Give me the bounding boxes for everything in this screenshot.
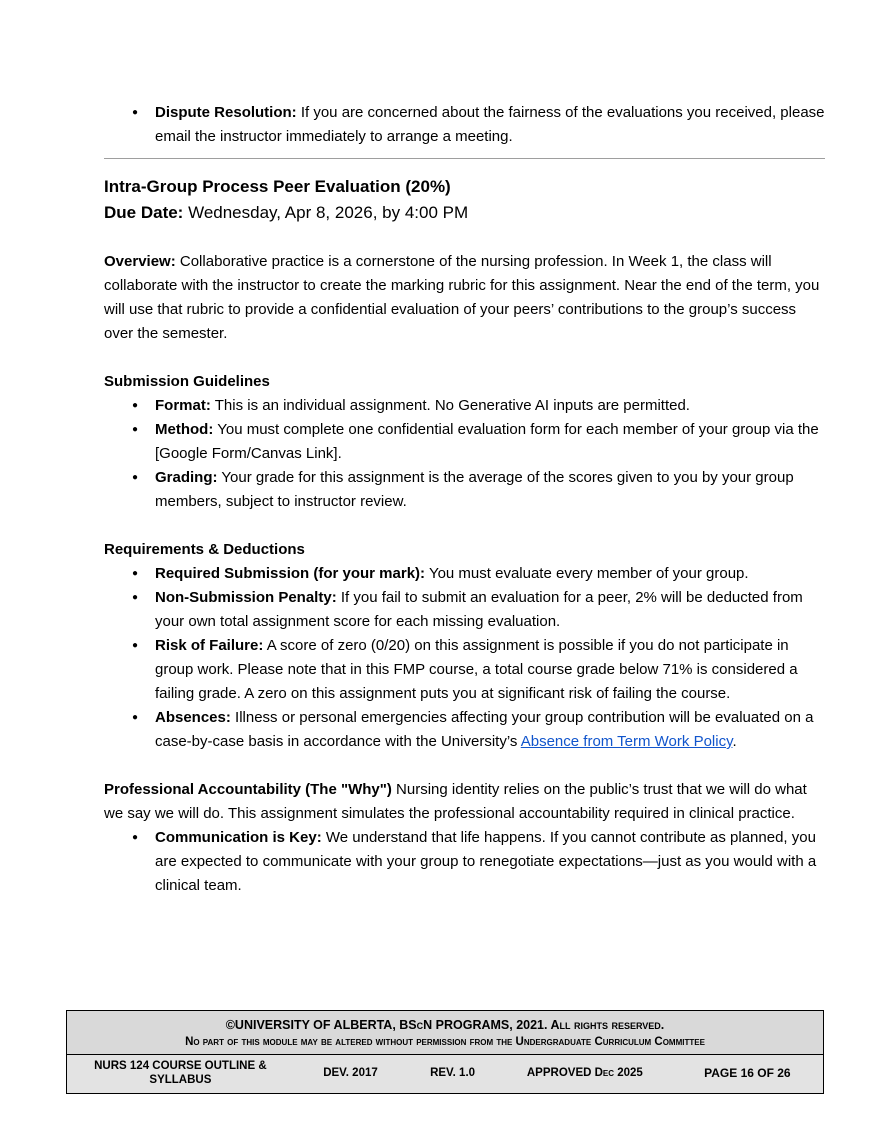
accountability-text: Nursing identity relies on the public’s trust that we will do what we say we will do. This assignment simulates the professional accountability required in clinical practice.	[104, 781, 807, 822]
item-text: If you fail to submit an evaluation for a peer, 2% will be deducted from your own total assignment score for each missing evaluation.	[155, 589, 803, 630]
list-item	[132, 586, 825, 634]
list-item-body	[155, 562, 825, 586]
item-text: You must complete one confidential evaluation form for each member of your group via the [Google Form/Canvas Link].	[155, 421, 819, 462]
dispute-list	[104, 101, 825, 149]
bullet-icon	[132, 826, 155, 898]
due-date-label: Due Date:	[104, 203, 184, 222]
footer-page-cell: PAGE 16 OF 26	[704, 1066, 791, 1080]
bullet-icon	[132, 706, 155, 754]
item-text: Illness or personal emergencies affecting your group contribution will be evaluated on a case-by-case basis in accordance with the University’s	[155, 709, 814, 750]
bullet-icon	[132, 562, 155, 586]
item-text: We understand that life happens. If you cannot contribute as planned, you are expected to communicate with your group to renegotiate expectations—just as you would with a clinical team.	[155, 829, 817, 894]
submission-guidelines-heading: Submission Guidelines	[104, 373, 270, 390]
requirements-list	[104, 562, 825, 754]
overview-label: Overview:	[104, 253, 176, 270]
bullet-icon	[132, 101, 155, 149]
footer-info-row	[67, 1054, 823, 1093]
item-label: Required Submission (for your mark):	[155, 565, 426, 582]
list-item	[132, 562, 825, 586]
list-item	[132, 706, 825, 754]
list-item-body	[155, 706, 825, 754]
footer-dev-cell: DEV. 2017	[323, 1067, 378, 1079]
bullet-icon	[132, 466, 155, 514]
document-content	[104, 101, 825, 898]
bullet-icon	[132, 586, 155, 634]
item-text: A score of zero (0/20) on this assignment is possible if you do not participate in group work. Please note that in this FMP course, a total course grade below 71% is considered a failing grade. A zero on this assignment puts you at significant risk of failing the course.	[155, 637, 798, 702]
list-item-body	[155, 394, 825, 418]
bullet-icon	[132, 418, 155, 466]
item-text: This is an individual assignment. No Generative AI inputs are permitted.	[210, 397, 690, 414]
item-text: You must evaluate every member of your group.	[425, 565, 749, 582]
overview-paragraph	[104, 250, 825, 346]
page-footer	[66, 1010, 824, 1094]
due-date-value: Wednesday, Apr 8, 2026, by 4:00 PM	[183, 203, 469, 222]
list-item	[132, 826, 825, 898]
list-item-body	[155, 634, 825, 706]
copyright-line: ©UNIVERSITY OF ALBERTA, BScN PROGRAMS, 2021. All rights reserved.	[225, 1018, 665, 1032]
list-item	[132, 466, 825, 514]
list-item-body	[155, 418, 825, 466]
item-label: Grading:	[155, 469, 218, 486]
item-text-after: .	[732, 733, 737, 750]
footer-rev-cell: REV. 1.0	[430, 1067, 476, 1079]
list-item	[132, 634, 825, 706]
item-label: Risk of Failure:	[155, 637, 264, 654]
list-item-body	[155, 586, 825, 634]
section-title: Intra-Group Process Peer Evaluation (20%)	[104, 177, 451, 196]
list-item	[132, 394, 825, 418]
list-item	[132, 101, 825, 149]
item-label: Format:	[155, 397, 211, 414]
footer-approved-cell: APPROVED Dec 2025	[526, 1067, 643, 1079]
footer-course-cell: NURS 124 COURSE OUTLINE & SYLLABUS	[94, 1060, 267, 1086]
item-label: Method:	[155, 421, 214, 438]
item-label: Communication is Key:	[155, 829, 322, 846]
requirements-heading: Requirements & Deductions	[104, 541, 305, 558]
absence-policy-link[interactable]: Absence from Term Work Policy	[520, 733, 733, 750]
item-text: If you are concerned about the fairness of the evaluations you received, please email the instructor immediately to arrange a meeting.	[155, 104, 825, 145]
alteration-notice: No part of this module may be altered without permission from the Undergraduate Curriculum Committee	[185, 1036, 705, 1048]
item-text: Your grade for this assignment is the average of the scores given to you by your group members, subject to instructor review.	[155, 469, 794, 510]
list-item-body	[155, 101, 825, 149]
item-label: Non-Submission Penalty:	[155, 589, 337, 606]
list-item-body	[155, 466, 825, 514]
accountability-list	[104, 826, 825, 898]
overview-text: Collaborative practice is a cornerstone of the nursing profession. In Week 1, the class will collaborate with the instructor to create the marking rubric for this assignment. Near the end of the term, you will use that rubric to provide a confidential evaluation of your peers’ contributions to the group’s success over the semester.	[104, 253, 820, 342]
bullet-icon	[132, 634, 155, 706]
item-label: Absences:	[155, 709, 231, 726]
list-item	[132, 418, 825, 466]
list-item-body	[155, 826, 825, 898]
accountability-paragraph	[104, 778, 825, 826]
due-date-line	[104, 200, 825, 226]
bullet-icon	[132, 394, 155, 418]
item-label: Dispute Resolution:	[155, 104, 297, 121]
submission-list	[104, 394, 825, 514]
horizontal-rule	[104, 158, 825, 159]
accountability-label: Professional Accountability (The "Why")	[104, 781, 392, 798]
